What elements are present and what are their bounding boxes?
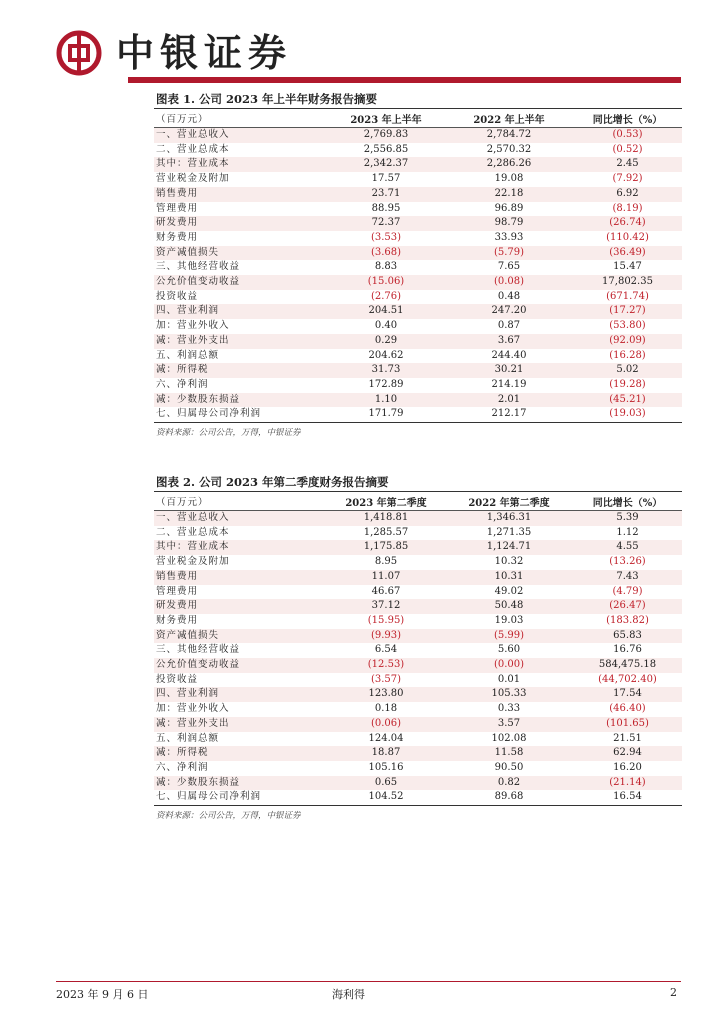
value-prior: 105.33 [445,687,573,702]
value-prior: 19.08 [494,173,524,185]
table-row [154,555,682,570]
row-label: 减：营业外支出 [154,334,327,349]
value-prior: 2,784.72 [445,128,573,143]
table-row [154,334,682,349]
row-label: 研发费用 [154,599,327,614]
value-current: 0.18 [374,703,398,715]
row-label: 减：营业外支出 [154,717,327,732]
value-prior: 11.58 [445,746,573,761]
value-current: 88.95 [371,202,401,214]
table-row [154,157,682,172]
value-yoy: (19.28) [609,378,646,390]
value-yoy: (21.14) [573,776,682,791]
table-row [154,202,682,217]
value-prior: 96.89 [494,202,524,214]
value-prior: 10.32 [494,556,524,568]
table-row [154,673,682,688]
row-label: 财务费用 [156,614,199,626]
value-current: 8.83 [374,261,398,273]
row-label: 六、净利润 [156,761,209,773]
value-current: (0.06) [327,717,445,732]
table-row [154,717,682,732]
value-current: 1.10 [327,393,445,408]
value-prior: 49.02 [494,585,524,597]
value-yoy: 1.12 [616,526,639,538]
value-current: 18.87 [327,746,445,761]
row-label: 其中：营业成本 [154,157,327,172]
value-yoy: 5.39 [573,511,682,526]
value-yoy: 16.76 [613,644,642,656]
value-current: 8.95 [374,556,398,568]
value-current: (15.06) [327,275,445,290]
value-prior: 214.19 [491,378,527,390]
value-current: 11.07 [327,570,445,585]
value-yoy: 7.43 [573,570,682,585]
table1-header-row [154,109,682,128]
value-current: (12.53) [327,658,445,673]
value-current: 204.62 [368,349,404,361]
row-label: 五、利润总额 [156,349,220,361]
value-current: 1,285.57 [363,526,409,538]
row-label: 销售费用 [154,570,327,585]
value-yoy: (26.74) [573,216,682,231]
row-label: 一、营业总收入 [154,128,327,143]
value-prior: 247.20 [445,304,573,319]
value-prior: 1,124.71 [445,540,573,555]
table2-source: 资料来源：公司公告，万得，中银证券 [156,811,301,822]
value-prior: 0.01 [497,673,521,685]
value-yoy: (101.65) [573,717,682,732]
table2 [154,492,682,805]
row-label: 四、营业利润 [154,304,327,319]
value-current: 0.29 [327,334,445,349]
value-current: 2,769.83 [327,128,445,143]
value-prior: 50.48 [445,599,573,614]
row-label: 投资收益 [156,290,199,302]
value-yoy: (45.21) [573,393,682,408]
table-row [154,776,682,791]
table-row [154,304,682,319]
table-row [154,363,682,378]
table-row [154,599,682,614]
value-yoy: 6.92 [573,187,682,202]
value-current: 204.51 [327,304,445,319]
table-row [154,526,682,541]
row-label: 营业税金及附加 [156,556,230,568]
table-row [154,128,682,143]
value-prior: 19.03 [494,614,524,626]
value-yoy: 2.45 [573,157,682,172]
value-prior: 3.57 [445,717,573,732]
table2-section [154,473,682,821]
value-yoy: (36.49) [573,246,682,261]
value-prior: 30.21 [445,363,573,378]
value-yoy: (17.27) [573,304,682,319]
value-current: (3.68) [327,246,445,261]
table-row [154,732,682,747]
value-current: 31.73 [327,363,445,378]
value-current: 1,175.85 [327,540,445,555]
row-label: 公允价值变动收益 [154,658,327,673]
table1-title: 图表 1. 公司 2023 年上半年财务报告摘要 [154,90,682,109]
row-label: 二、营业总成本 [156,143,230,155]
table-row [154,614,682,629]
value-prior: 33.93 [494,231,524,243]
bank-of-china-logo-icon [56,30,102,76]
table-row [154,143,682,158]
row-label: 三、其他经营收益 [156,644,241,656]
table2-title: 图表 2. 公司 2023 年第二季度财务报告摘要 [154,473,682,492]
value-yoy: (46.40) [609,703,646,715]
value-prior: 10.31 [445,570,573,585]
value-prior: 90.50 [494,761,524,773]
value-prior: 244.40 [491,349,527,361]
value-prior: (0.08) [445,275,573,290]
row-label: 六、净利润 [156,378,209,390]
value-current: 0.40 [374,320,398,332]
value-current: 23.71 [327,187,445,202]
table1-source: 资料来源：公司公告，万得，中银证券 [156,428,301,439]
table-row [154,570,682,585]
value-yoy: (44,702.40) [598,673,657,685]
value-prior: 2,570.32 [486,143,532,155]
row-label: 减：少数股东损益 [154,776,327,791]
table-row [154,540,682,555]
value-yoy: 16.54 [613,791,642,803]
value-prior: 22.18 [445,187,573,202]
row-label: 其中：营业成本 [154,540,327,555]
table-row [154,290,682,305]
value-prior: (5.79) [445,246,573,261]
row-label: 二、营业总成本 [156,526,230,538]
table2-col-yoy: 同比增长（%） [573,492,682,511]
row-label: 研发费用 [154,216,327,231]
value-current: (15.95) [367,614,405,626]
table-row [154,260,682,275]
value-yoy: (19.03) [609,408,646,420]
table-row [154,511,682,526]
value-current: (3.57) [370,673,402,685]
value-current: 105.16 [368,761,404,773]
value-prior: 212.17 [491,408,527,420]
value-prior: (5.99) [445,629,573,644]
value-prior: 5.60 [497,644,521,656]
value-yoy: (110.42) [606,231,649,243]
value-yoy: 4.55 [573,540,682,555]
table2-bottom-rule [154,805,682,806]
value-yoy: (0.52) [612,143,643,155]
table2-col-unit: （百万元） [154,492,327,511]
value-current: (9.93) [327,629,445,644]
brand-name: 中银证券 [116,31,293,75]
value-prior: 89.68 [494,791,524,803]
table1 [154,109,682,422]
table1-col-unit: （百万元） [154,109,327,128]
row-label: 加：营业外收入 [156,703,230,715]
footer-page-number: 2 [670,986,677,999]
footer-company: 海利得 [332,988,365,1001]
value-current: 2,556.85 [363,143,409,155]
value-prior: 1,271.35 [486,526,532,538]
table2-header-row [154,492,682,511]
value-current: 6.54 [374,644,398,656]
value-yoy: (53.80) [609,320,646,332]
value-yoy: 21.51 [613,732,642,744]
row-label: 加：营业外收入 [156,320,230,332]
value-prior: 0.82 [445,776,573,791]
value-yoy: (4.79) [612,585,643,597]
row-label: 减：所得税 [154,363,327,378]
value-yoy: (7.92) [612,173,643,185]
value-yoy: (92.09) [573,334,682,349]
value-current: 1,418.81 [327,511,445,526]
value-prior: 0.48 [497,290,521,302]
table-row [154,658,682,673]
value-prior: 0.33 [497,703,521,715]
value-current: 171.79 [368,408,404,420]
value-yoy: 15.47 [613,261,642,273]
table-row [154,231,682,246]
value-yoy: (26.47) [573,599,682,614]
row-label: 四、营业利润 [154,687,327,702]
table-row [154,319,682,334]
value-yoy: 17.54 [573,687,682,702]
value-yoy: (8.19) [612,202,643,214]
footer-rule [56,981,681,982]
value-prior: 102.08 [491,732,527,744]
value-prior: 2.01 [445,393,573,408]
row-label: 投资收益 [156,673,199,685]
table-row [154,275,682,290]
value-yoy: (183.82) [606,614,649,626]
row-label: 公允价值变动收益 [154,275,327,290]
table-row [154,702,682,717]
table-row [154,216,682,231]
value-current: 72.37 [327,216,445,231]
value-current: 17.57 [371,173,401,185]
table1-col-yoy: 同比增长（%） [573,109,682,128]
value-current: 124.04 [368,732,404,744]
row-label: 管理费用 [156,202,199,214]
value-yoy: (0.53) [573,128,682,143]
value-yoy: 62.94 [573,746,682,761]
value-current: 104.52 [368,791,404,803]
value-current: 37.12 [327,599,445,614]
table-row [154,585,682,600]
value-current: 172.89 [368,378,404,390]
table-row [154,187,682,202]
row-label: 七、归属母公司净利润 [156,408,262,420]
table-row [154,746,682,761]
value-prior: 0.87 [497,320,521,332]
value-prior: 2,286.26 [445,157,573,172]
table-row [154,378,682,393]
value-current: (3.53) [370,231,402,243]
value-yoy: (16.28) [609,349,646,361]
table1-section [154,90,682,438]
value-current: 2,342.37 [327,157,445,172]
value-prior: 3.67 [445,334,573,349]
table-row [154,172,682,187]
value-current: 123.80 [327,687,445,702]
page-header [56,30,681,76]
table-row [154,643,682,658]
value-prior: 1,346.31 [445,511,573,526]
table1-col-2022h1: 2022 年上半年 [445,109,573,128]
table-row [154,246,682,261]
row-label: 五、利润总额 [156,732,220,744]
value-current: (2.76) [370,290,402,302]
table-row [154,790,682,805]
row-label: 销售费用 [154,187,327,202]
table2-col-2023q2: 2023 年第二季度 [327,492,445,511]
row-label: 减：所得税 [154,746,327,761]
value-yoy: 5.02 [573,363,682,378]
value-prior: 98.79 [445,216,573,231]
value-prior: (0.00) [445,658,573,673]
row-label: 减：少数股东损益 [154,393,327,408]
value-yoy: 16.20 [613,761,642,773]
table-row [154,687,682,702]
row-label: 财务费用 [156,231,199,243]
value-yoy: 65.83 [573,629,682,644]
table-row [154,349,682,364]
row-label: 管理费用 [156,585,199,597]
table-row [154,407,682,422]
value-yoy: 17,802.35 [573,275,682,290]
row-label: 资产减值损失 [154,246,327,261]
row-label: 一、营业总收入 [154,511,327,526]
table1-col-2023h1: 2023 年上半年 [327,109,445,128]
row-label: 营业税金及附加 [156,173,230,185]
table-row [154,761,682,776]
footer-date: 2023 年 9 月 6 日 [56,988,149,1001]
value-yoy: (13.26) [609,556,646,568]
value-yoy: (671.74) [606,290,649,302]
row-label: 三、其他经营收益 [156,261,241,273]
header-bar [128,77,681,83]
table2-col-2022q2: 2022 年第二季度 [445,492,573,511]
value-current: 0.65 [327,776,445,791]
value-prior: 7.65 [497,261,521,273]
table-row [154,393,682,408]
value-current: 46.67 [371,585,401,597]
row-label: 七、归属母公司净利润 [156,791,262,803]
row-label: 资产减值损失 [154,629,327,644]
table-row [154,629,682,644]
table1-bottom-rule [154,422,682,423]
value-yoy: 584,475.18 [573,658,682,673]
